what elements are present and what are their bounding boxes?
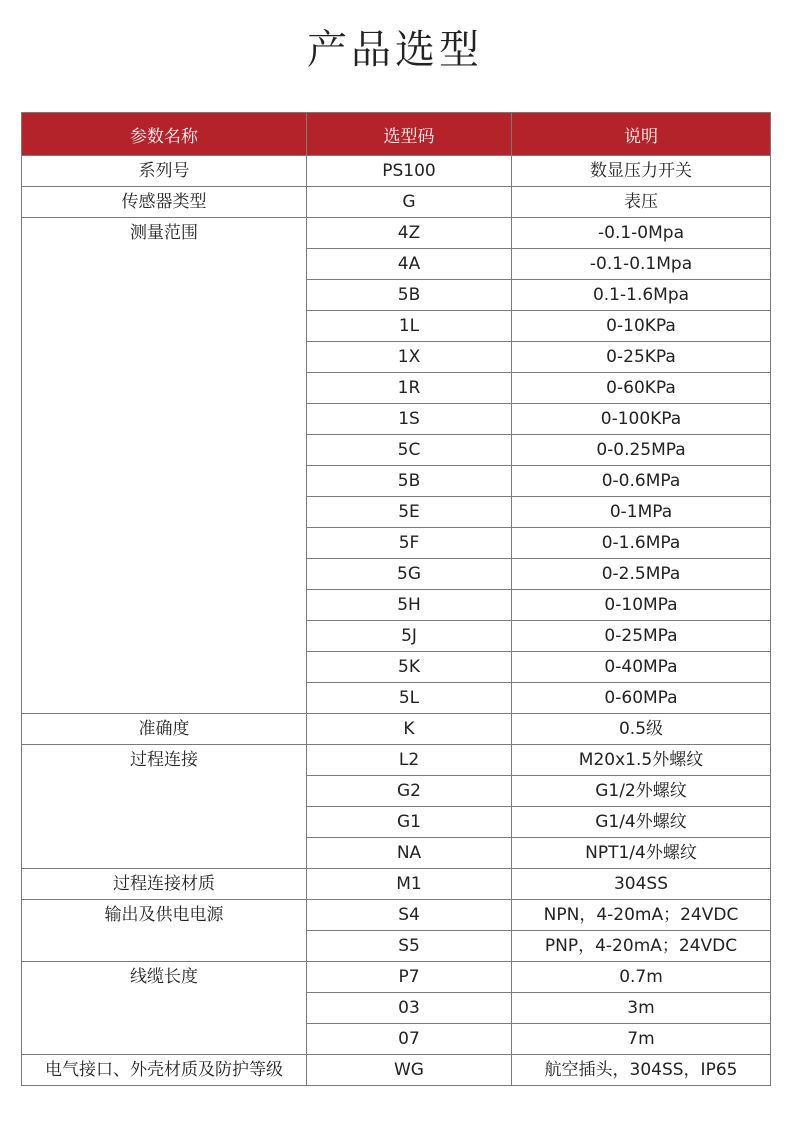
selection-code-cell: 5G bbox=[307, 559, 512, 590]
description-cell: 0-100KPa bbox=[512, 404, 771, 435]
param-name-cell: 过程连接 bbox=[22, 745, 307, 869]
description-cell: 0-40MPa bbox=[512, 652, 771, 683]
description-cell: 0-0.25MPa bbox=[512, 435, 771, 466]
description-cell: 表压 bbox=[512, 187, 771, 218]
table-row bbox=[22, 869, 771, 900]
selection-code-cell: M1 bbox=[307, 869, 512, 900]
selection-code-cell: 4A bbox=[307, 249, 512, 280]
selection-code-cell: 1S bbox=[307, 404, 512, 435]
selection-code-cell: 5C bbox=[307, 435, 512, 466]
selection-code-cell: PS100 bbox=[307, 156, 512, 187]
param-name-cell: 输出及供电电源 bbox=[22, 900, 307, 962]
selection-code-cell: 4Z bbox=[307, 218, 512, 249]
selection-code-cell: WG bbox=[307, 1055, 512, 1086]
description-cell: 航空插头，304SS，IP65 bbox=[512, 1055, 771, 1086]
selection-code-cell: 07 bbox=[307, 1024, 512, 1055]
selection-code-cell: NA bbox=[307, 838, 512, 869]
table-row bbox=[22, 900, 771, 931]
description-cell: 0.7m bbox=[512, 962, 771, 993]
description-cell: 3m bbox=[512, 993, 771, 1024]
table-header-row bbox=[22, 113, 771, 156]
description-cell: G1/4外螺纹 bbox=[512, 807, 771, 838]
table-row bbox=[22, 218, 771, 249]
selection-code-cell: 1L bbox=[307, 311, 512, 342]
description-cell: 0.1-1.6Mpa bbox=[512, 280, 771, 311]
selection-code-cell: 5B bbox=[307, 280, 512, 311]
selection-code-cell: 5K bbox=[307, 652, 512, 683]
header-param: 参数名称 bbox=[22, 113, 307, 156]
description-cell: 0-25MPa bbox=[512, 621, 771, 652]
description-cell: 数显压力开关 bbox=[512, 156, 771, 187]
description-cell: 0-2.5MPa bbox=[512, 559, 771, 590]
description-cell: 0-60MPa bbox=[512, 683, 771, 714]
description-cell: -0.1-0.1Mpa bbox=[512, 249, 771, 280]
table-row bbox=[22, 1055, 771, 1086]
selection-code-cell: 5H bbox=[307, 590, 512, 621]
selection-code-cell: S4 bbox=[307, 900, 512, 931]
table-row bbox=[22, 962, 771, 993]
description-cell: 0-1MPa bbox=[512, 497, 771, 528]
selection-code-cell: G bbox=[307, 187, 512, 218]
page-title: 产品选型 bbox=[307, 27, 483, 73]
table-row bbox=[22, 187, 771, 218]
selection-code-cell: G2 bbox=[307, 776, 512, 807]
header-code: 选型码 bbox=[307, 113, 512, 156]
selection-code-cell: 5J bbox=[307, 621, 512, 652]
selection-code-cell: 03 bbox=[307, 993, 512, 1024]
selection-code-cell: S5 bbox=[307, 931, 512, 962]
selection-table bbox=[21, 112, 771, 1086]
description-cell: 0-10MPa bbox=[512, 590, 771, 621]
description-cell: NPN，4-20mA；24VDC bbox=[512, 900, 771, 931]
table-row bbox=[22, 156, 771, 187]
description-cell: M20x1.5外螺纹 bbox=[512, 745, 771, 776]
table-body bbox=[22, 156, 771, 1086]
param-name-cell: 准确度 bbox=[22, 714, 307, 745]
header-desc: 说明 bbox=[512, 113, 771, 156]
description-cell: 0-10KPa bbox=[512, 311, 771, 342]
table-row bbox=[22, 714, 771, 745]
param-name-cell: 过程连接材质 bbox=[22, 869, 307, 900]
description-cell: NPT1/4外螺纹 bbox=[512, 838, 771, 869]
description-cell: 304SS bbox=[512, 869, 771, 900]
selection-code-cell: 5B bbox=[307, 466, 512, 497]
param-name-cell: 测量范围 bbox=[22, 218, 307, 714]
description-cell: 0-60KPa bbox=[512, 373, 771, 404]
selection-code-cell: 1R bbox=[307, 373, 512, 404]
description-cell: 0-1.6MPa bbox=[512, 528, 771, 559]
table-row bbox=[22, 745, 771, 776]
selection-code-cell: 1X bbox=[307, 342, 512, 373]
selection-code-cell: L2 bbox=[307, 745, 512, 776]
description-cell: 0-25KPa bbox=[512, 342, 771, 373]
selection-code-cell: K bbox=[307, 714, 512, 745]
description-cell: 7m bbox=[512, 1024, 771, 1055]
selection-code-cell: P7 bbox=[307, 962, 512, 993]
param-name-cell: 系列号 bbox=[22, 156, 307, 187]
param-name-cell: 电气接口、外壳材质及防护等级 bbox=[22, 1055, 307, 1086]
param-name-cell: 传感器类型 bbox=[22, 187, 307, 218]
selection-code-cell: 5L bbox=[307, 683, 512, 714]
description-cell: 0-0.6MPa bbox=[512, 466, 771, 497]
selection-code-cell: G1 bbox=[307, 807, 512, 838]
description-cell: PNP，4-20mA；24VDC bbox=[512, 931, 771, 962]
selection-code-cell: 5F bbox=[307, 528, 512, 559]
description-cell: G1/2外螺纹 bbox=[512, 776, 771, 807]
selection-code-cell: 5E bbox=[307, 497, 512, 528]
description-cell: 0.5级 bbox=[512, 714, 771, 745]
description-cell: -0.1-0Mpa bbox=[512, 218, 771, 249]
param-name-cell: 线缆长度 bbox=[22, 962, 307, 1055]
